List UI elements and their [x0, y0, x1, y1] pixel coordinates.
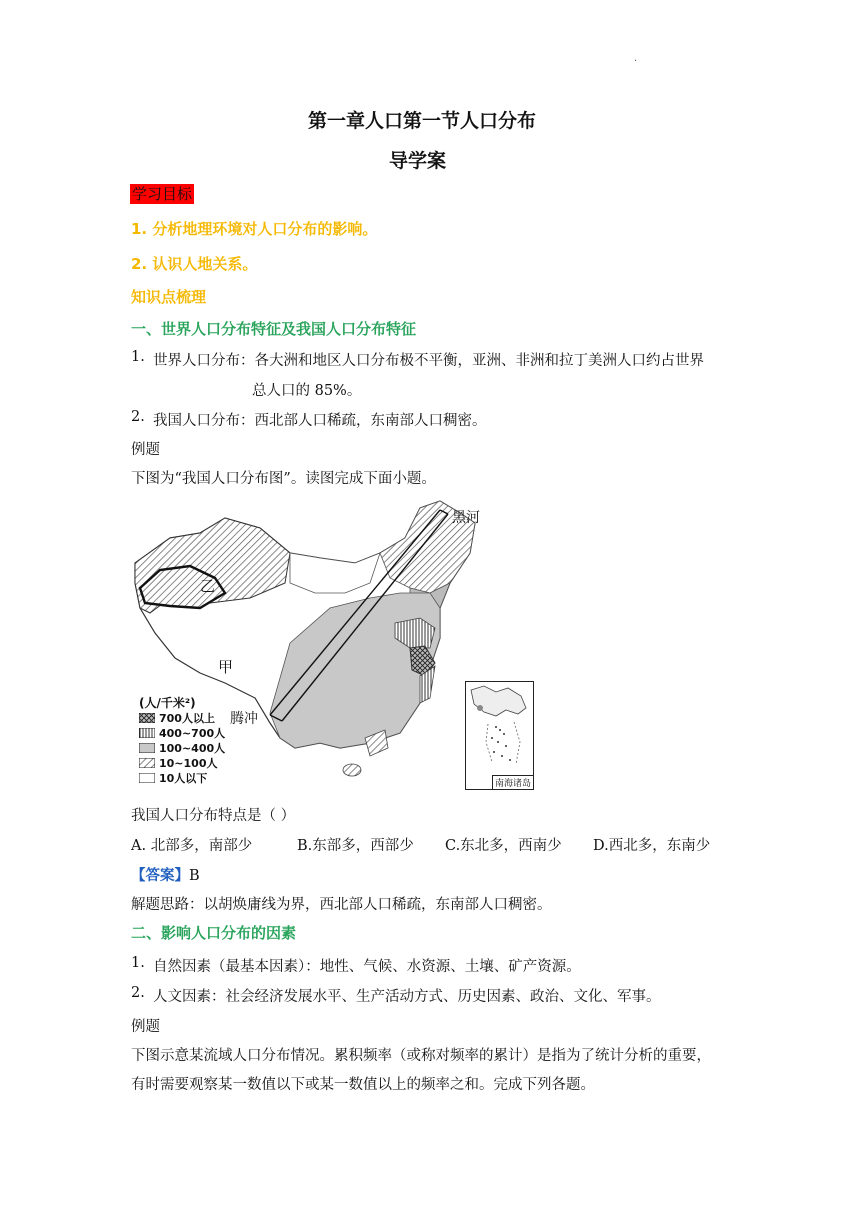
page-title: 第一章人口第一节人口分布	[308, 110, 537, 132]
example-line1-2: 下图示意某流域人口分布情况。累积频率（或称对频率的累计）是指为了统计分析的重要，	[131, 1048, 711, 1064]
section2-item2-num: 2.	[131, 985, 145, 1001]
legend-unit: (人/千米²)	[139, 696, 196, 710]
map-legend	[139, 696, 231, 785]
page-dot: ·	[634, 56, 638, 67]
label-heihe: 黑河	[452, 510, 480, 526]
legend-swatch	[139, 728, 155, 738]
example-label-2: 例题	[131, 1019, 160, 1035]
objectives-heading-text: 学习目标	[132, 185, 193, 203]
label-tengchong: 腾冲	[230, 711, 258, 727]
label-jia: 甲	[218, 658, 234, 676]
section1-item2-text: 我国人口分布：西北部人口稀疏，东南部人口稠密。	[153, 413, 487, 429]
legend-row	[139, 740, 231, 755]
inset-graphic	[466, 682, 533, 774]
section2-item1-num: 1.	[131, 955, 145, 971]
legend-row	[139, 755, 231, 770]
option-c: C.东北多，西南少	[445, 838, 562, 854]
section1-item1-num: 1.	[131, 349, 145, 365]
answer-analysis: 解题思路：以胡焕庸线为界，西北部人口稀疏，东南部人口稠密。	[131, 897, 552, 913]
option-d: D.西北多，东南少	[593, 838, 711, 854]
example-intro-1: 下图为“我国人口分布图”。读图完成下面小题。	[131, 471, 436, 487]
section1-item2-num: 2.	[131, 409, 145, 425]
inset-label: 南海诸岛	[492, 775, 533, 789]
option-a: A. 北部多，南部少	[131, 838, 253, 854]
label-yi: 乙	[200, 577, 216, 595]
answer-value: B	[189, 868, 200, 884]
legend-swatch	[139, 713, 155, 723]
legend-swatch	[139, 773, 155, 783]
objective-1: 1. 分析地理环境对人口分布的影响。	[131, 220, 378, 238]
section1-heading: 一、世界人口分布特征及我国人口分布特征	[131, 320, 417, 338]
section1-item1-line1: 世界人口分布：各大洲和地区人口分布极不平衡，亚洲、非洲和拉丁美洲人口约占世界	[153, 353, 704, 369]
legend-row	[139, 725, 231, 740]
legend-label: 100~400人	[159, 741, 226, 755]
section1-item1-line2: 总人口的 85%。	[252, 383, 362, 399]
knowledge-heading: 知识点梳理	[131, 288, 207, 306]
example-label-1: 例题	[131, 442, 160, 458]
question-stem: 我国人口分布特点是（ ）	[131, 808, 296, 824]
legend-label: 10~100人	[159, 756, 218, 770]
section2-heading: 二、影响人口分布的因素	[131, 924, 297, 942]
answer-tag: 【答案】	[131, 868, 189, 884]
section2-item1-text: 自然因素（最基本因素）：地性、气候、水资源、土壤、矿产资源。	[153, 959, 581, 975]
objective-2: 2. 认识人地关系。	[131, 255, 258, 273]
legend-swatch	[139, 743, 155, 753]
example-line2-2: 有时需要观察某一数值以下或某一数值以上的频率之和。完成下列各题。	[131, 1077, 595, 1093]
objectives-heading	[130, 183, 194, 204]
legend-row	[139, 710, 231, 725]
answer-line	[131, 864, 200, 885]
page-subtitle: 导学案	[389, 150, 447, 172]
legend-swatch	[139, 758, 155, 768]
legend-label: 10人以下	[159, 771, 208, 785]
south-china-sea-inset	[465, 681, 534, 790]
option-b: B.东部多，西部少	[297, 838, 414, 854]
legend-row	[139, 770, 231, 785]
legend-label: 700人以上	[159, 711, 215, 725]
section2-item2-text: 人文因素：社会经济发展水平、生产活动方式、历史因素、政治、文化、军事。	[153, 989, 661, 1005]
legend-label: 400~700人	[159, 726, 226, 740]
